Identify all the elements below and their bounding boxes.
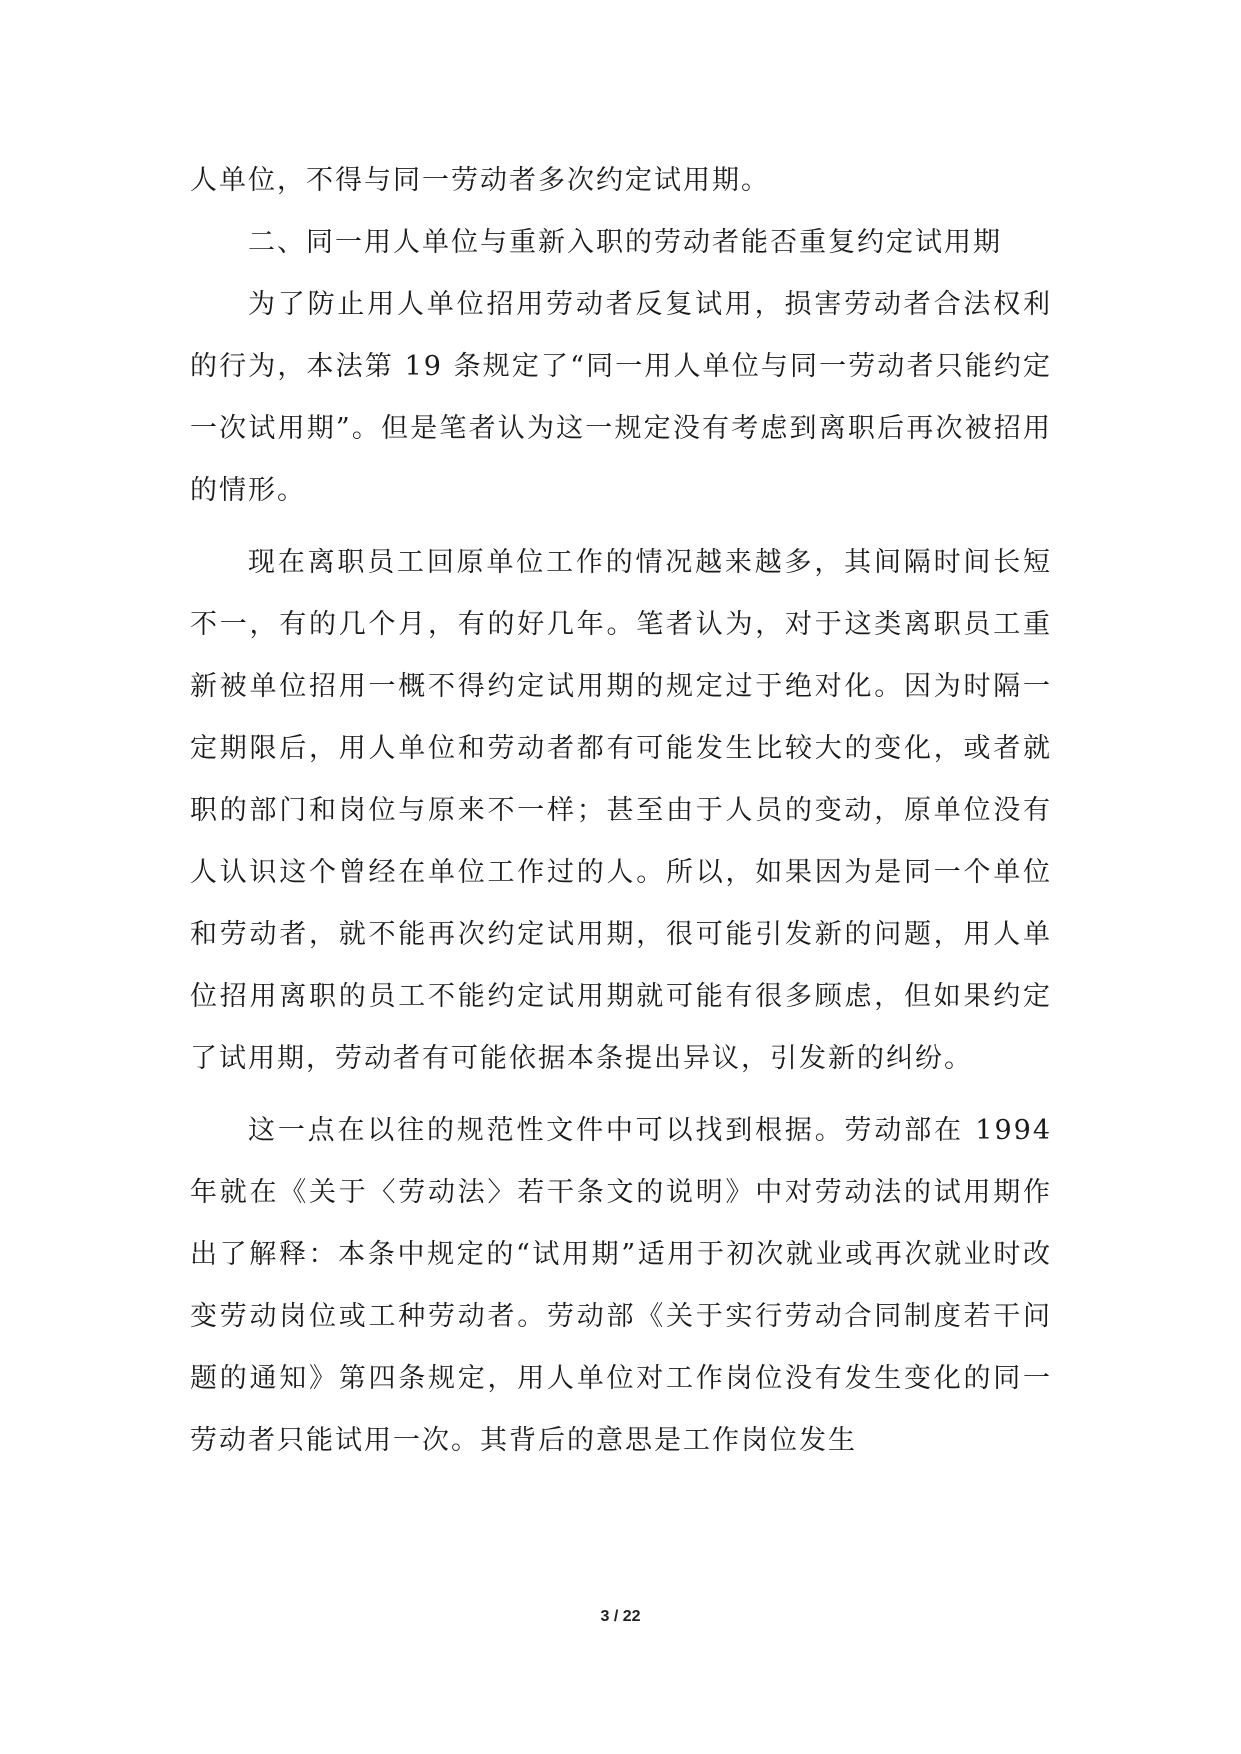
page-number: 3 / 22 [600, 1608, 641, 1625]
paragraph-trial-period-rule: 为了防止用人单位招用劳动者反复试用，损害劳动者合法权利的行为，本法第 19 条规定了“同一用人单位与同一劳动者只能约定一次试用期”。但是笔者认为这一规定没有考虑到离职后再次被招用的情形。 [190, 289, 1052, 506]
paragraph-legal-basis: 这一点在以往的规范性文件中可以找到根据。劳动部在 1994 年就在《关于〈劳动法〉若干条文的说明》中对劳动法的试用期作出了解释：本条中规定的“试用期”适用于初次就业或再次就业时改变劳动岗位或工种劳动者。劳动部《关于实行劳动合同制度若干问题的通知》第四条规定，用人单位对工作岗位没有发生变化的同一劳动者只能试用一次。其背后的意思是工作岗位发生 [190, 1115, 1052, 1456]
paragraph-returning-employees: 现在离职员工回原单位工作的情况越来越多，其间隔时间长短不一，有的几个月，有的好几年。笔者认为，对于这类离职员工重新被单位招用一概不得约定试用期的规定过于绝对化。因为时隔一定期限后，用人单位和劳动者都有可能发生比较大的变化，或者就职的部门和岗位与原来不一样；甚至由于人员的变动，原单位没有人认识这个曾经在单位工作过的人。所以，如果因为是同一个单位和劳动者，就不能再次约定试用期，很可能引发新的问题，用人单位招用离职的员工不能约定试用期就可能有很多顾虑，但如果约定了试用期，劳动者有可能依据本条提出异议，引发新的纠纷。 [190, 547, 1052, 1074]
paragraph-continuation: 人单位，不得与同一劳动者多次约定试用期。 [190, 165, 770, 196]
section-heading: 二、同一用人单位与重新入职的劳动者能否重复约定试用期 [248, 227, 1002, 258]
document-body [190, 150, 1052, 1472]
